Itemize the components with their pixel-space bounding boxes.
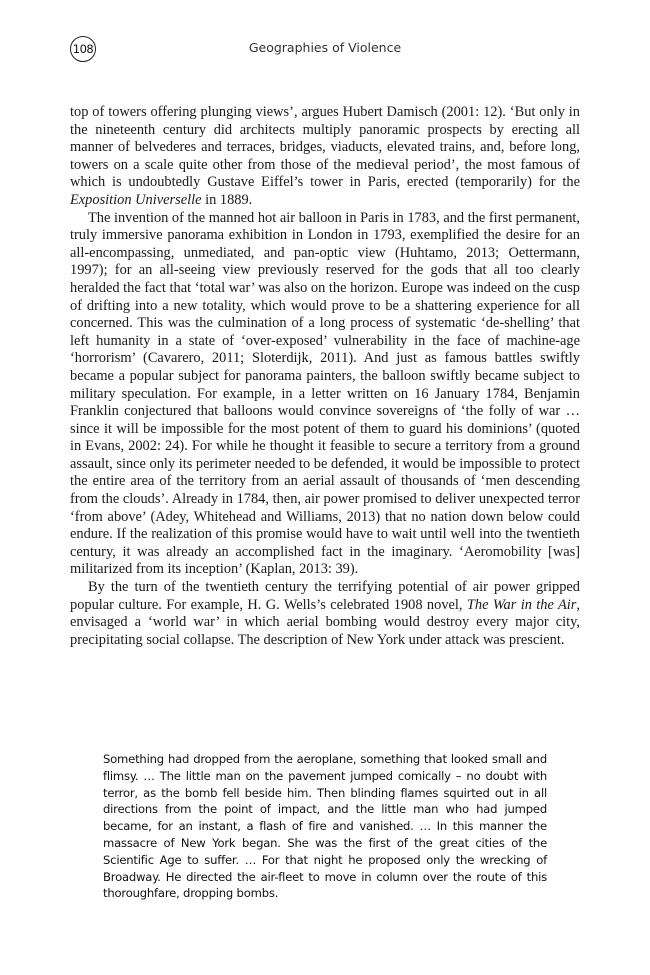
paragraph-1 xyxy=(70,104,580,210)
italic-title: The War in the Air xyxy=(466,596,577,613)
paragraph-2: The invention of the manned hot air balloon in Paris in 1783, and the first permanent, truly immersive panorama exhibition in London in 1793, exemplified the desire for an all-encompassing, unmediated, and pan-optic view (Huhtamo, 2013; Oettermann, 1997); for an all-seeing view previously reserved for the gods that all too clearly heralded the fact that ‘total war’ was also on the horizon. Europe was indeed on the cusp of drifting into a new totality, which would prove to be a shattering experience for all concerned. This was the culmination of a long process of systematic ‘de-shelling’ that left humanity in a state of ‘over-exposed’ vulnerability in the face of machine-age ‘horrorism’ (Cavarero, 2011; Sloterdijk, 2011). And just as famous battles swiftly became a popular subject for panorama painters, the balloon swiftly became subject to military speculation. For example, in a letter written on 16 January 1784, Benjamin Franklin conjectured that balloons would convince sovereigns of ‘the folly of war … since it will be impossible for the most potent of them to guard his dominions’ (quoted in Evans, 2002: 24). For while he thought it feasible to secure a territory from a ground assault, since only its perimeter needed to be defended, it would be impossible to protect the entire area of the territory from an aerial assault of thousands of ‘men descending from the clouds’. Already in 1784, then, air power promised to deliver unexpected terror ‘from above’ (Adey, Whitehead and Williams, 2013) that no nation down below could endure. If the realization of this promise would have to wait until well into the twentieth century, it was already an accomplished fact in the imaginary. ‘Aeromobility [was] militarized from its inception’ (Kaplan, 2013: 39). xyxy=(70,209,580,578)
paragraph-text: , envisaged a ‘world war’ in which aerial bombing would destroy every major city, precipitating social collapse. The description of New York under attack was prescient. xyxy=(70,596,580,648)
running-title: Geographies of Violence xyxy=(248,40,402,55)
paragraph-text: in 1889. xyxy=(201,191,253,208)
italic-title: Exposition Universelle xyxy=(70,191,202,208)
paragraph-3 xyxy=(70,579,580,649)
paragraph-text: By the turn of the twentieth century the terrifying potential of air power gripped popular culture. For example, H. G. Wells’s celebrated 1908 novel, xyxy=(70,579,580,613)
block-quote xyxy=(103,751,547,902)
quote-text: Something had dropped from the aeroplane, something that looked small and flimsy. … The little man on the pavement jumped comically – no doubt with terror, as the bomb fell beside him. Then blinding flames squirted out in all directions from the point of impact, and the little man who had jumped became, for an instant, a flash of fire and vanished. … In this manner the massacre of New York began. She was the first of the great cities of the Scientific Age to suffer. … For that night he proposed only the wrecking of Broadway. He directed the air-fleet to move in column over the route of this thoroughfare, dropping bombs. xyxy=(103,752,547,901)
page-header xyxy=(70,34,580,64)
body-text xyxy=(70,104,580,649)
page-number: 108 xyxy=(70,36,96,62)
paragraph-text: top of towers offering plunging views’, argues Hubert Damisch (2001: 12). ‘But only in the nineteenth century did architects multiply panoramic prospects by erecting all manner of belvederes and terraces, bridges, viaducts, elevated trains, and, before long, towers on a scale quite other from those of the medieval period’, the most famous of which is undoubtedly Gustave Eiffel’s tower in Paris, erected (temporarily) for the xyxy=(70,104,580,191)
